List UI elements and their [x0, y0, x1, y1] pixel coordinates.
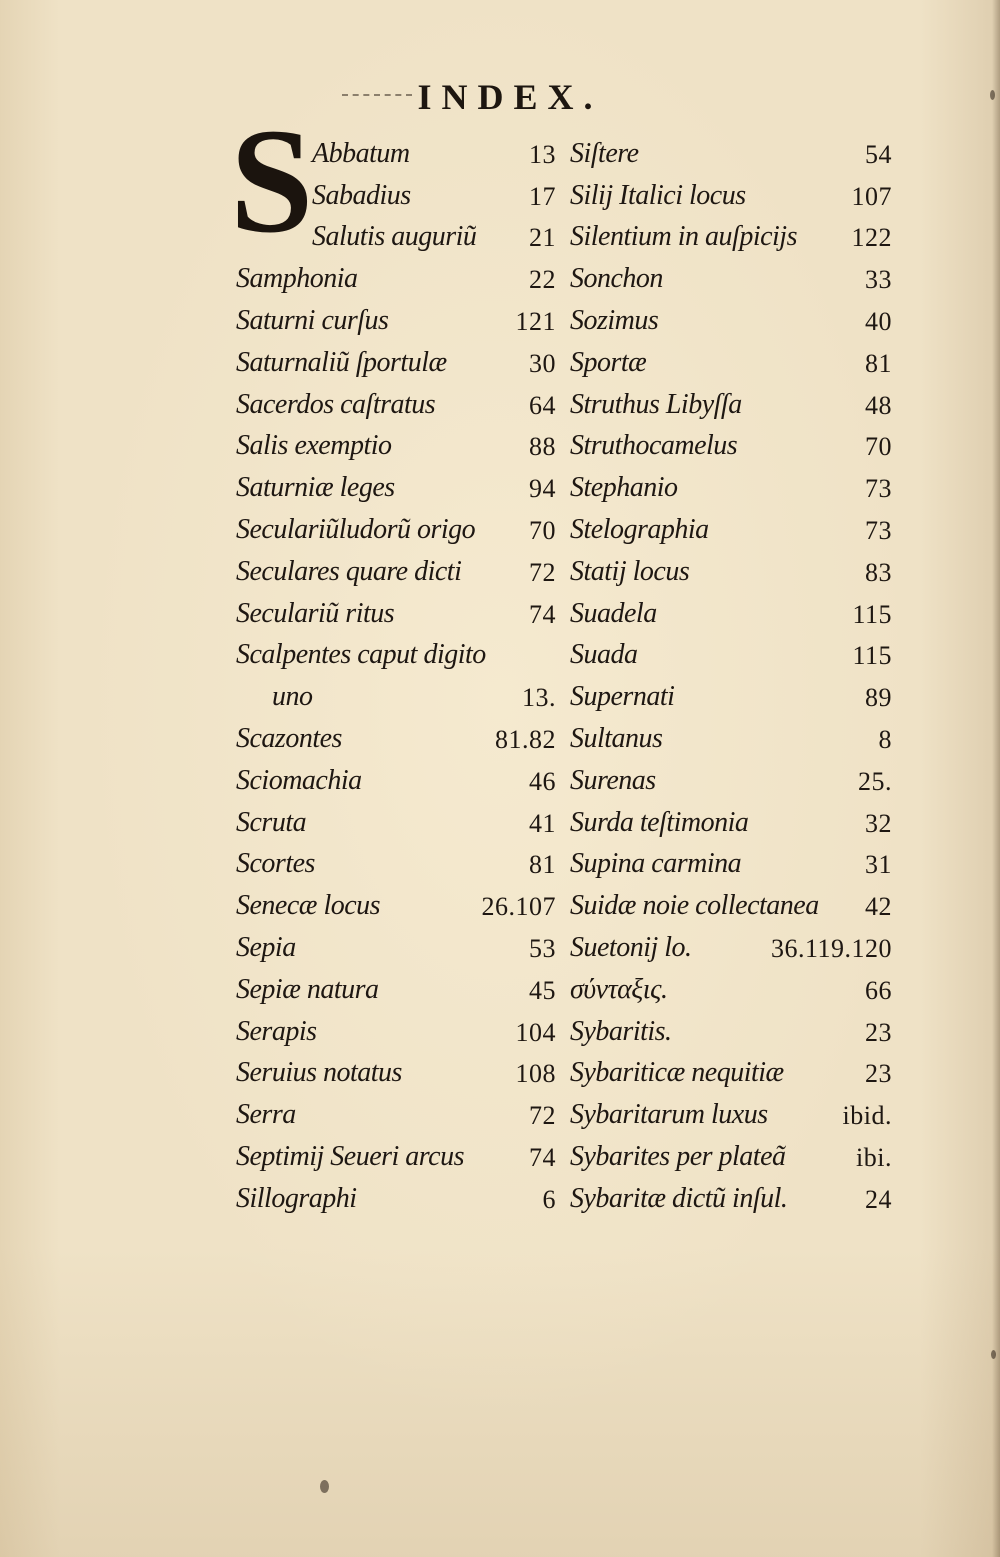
entry-term: Suadela	[570, 597, 657, 629]
entry-term: Serapis	[236, 1015, 317, 1047]
entry-page: 108	[515, 1059, 556, 1089]
entry-term: Stephanio	[570, 472, 678, 504]
entry-term: Serra	[236, 1099, 296, 1131]
entry-term: Sepiæ natura	[236, 973, 379, 1005]
entry-term: Saturnaliũ ſportulæ	[236, 346, 447, 378]
entry-term: Saturni curſus	[236, 304, 389, 336]
index-entry	[570, 421, 892, 463]
entry-term: Saturniæ leges	[236, 472, 395, 504]
entry-page: 53	[529, 933, 556, 963]
index-entry	[236, 1089, 556, 1131]
entry-term: Sybaritis.	[570, 1015, 672, 1047]
index-entry	[570, 839, 892, 881]
entry-page: 74	[529, 1142, 556, 1172]
index-entry	[570, 295, 892, 337]
entry-page: 42	[865, 892, 892, 922]
entry-page: 45	[529, 975, 556, 1005]
entry-term: Seculariũ ritus	[236, 597, 395, 629]
index-column-left	[236, 128, 556, 1215]
index-entry	[570, 630, 892, 672]
entry-term: Scruta	[236, 806, 307, 838]
entry-page: 21	[529, 223, 556, 253]
entry-page: 89	[865, 683, 892, 713]
header-ornament-dashes	[342, 94, 412, 96]
index-entry	[570, 379, 892, 421]
entry-term: Siſtere	[570, 137, 639, 169]
entry-page: ibi.	[856, 1142, 892, 1172]
index-entry	[236, 1131, 556, 1173]
entry-term: Silentium in auſpicijs	[570, 221, 797, 253]
entry-page: 122	[851, 223, 892, 253]
entry-term: Suidæ noie collectanea	[570, 890, 819, 922]
entry-page: 81	[865, 348, 892, 378]
entry-page: 46	[529, 766, 556, 796]
index-entry	[236, 880, 556, 922]
entry-page: 64	[529, 390, 556, 420]
index-entry	[236, 797, 556, 839]
index-entry	[236, 713, 556, 755]
entry-page: 73	[865, 515, 892, 545]
index-column-right	[570, 128, 892, 1215]
index-entry	[236, 671, 556, 713]
entry-page: 8	[878, 724, 892, 754]
index-entry	[570, 588, 892, 630]
index-entry	[236, 337, 556, 379]
entry-term: Suetonij lo.	[570, 931, 692, 963]
entry-page: 72	[529, 1101, 556, 1131]
index-entry	[236, 212, 556, 254]
page-title: INDEX.	[417, 77, 603, 117]
index-entry	[570, 1089, 892, 1131]
index-entry	[570, 1173, 892, 1215]
index-entry	[236, 128, 556, 170]
entry-page: 31	[865, 850, 892, 880]
drop-cap-initial: S	[230, 98, 314, 264]
entry-page: 40	[865, 306, 892, 336]
running-head	[330, 72, 690, 122]
index-entry	[570, 253, 892, 295]
entry-page: 66	[865, 975, 892, 1005]
index-entry	[570, 337, 892, 379]
entry-term: Salutis auguriũ	[312, 221, 477, 253]
entry-term: Samphonia	[236, 263, 358, 295]
entry-term: Suada	[570, 639, 638, 671]
entry-page: 115	[852, 641, 892, 671]
index-entry	[570, 1131, 892, 1173]
entry-term: σύνταξις.	[570, 973, 668, 1005]
entry-page: 73	[865, 474, 892, 504]
entry-page: 88	[529, 432, 556, 462]
index-entry	[236, 462, 556, 504]
entry-page: ibid.	[842, 1101, 892, 1131]
index-entry	[570, 1006, 892, 1048]
entry-term: Sybaritarum luxus	[570, 1099, 768, 1131]
entry-page: 81	[529, 850, 556, 880]
entry-page: 121	[515, 306, 556, 336]
entry-term: Sybarites per plateã	[570, 1140, 786, 1172]
index-entry	[236, 379, 556, 421]
index-entry	[236, 755, 556, 797]
index-entry	[236, 295, 556, 337]
entry-term: Scalpentes caput digito	[236, 639, 486, 671]
page-edge-shadow	[992, 0, 1000, 1557]
index-entry	[236, 421, 556, 463]
entry-term: Seruius notatus	[236, 1057, 402, 1089]
entry-page: 26.107	[481, 892, 556, 922]
index-entry	[570, 504, 892, 546]
index-entry	[570, 128, 892, 170]
index-entry	[570, 964, 892, 1006]
entry-term: Sabadius	[312, 179, 411, 211]
entry-term: Seculariũludorũ origo	[236, 513, 476, 545]
entry-term: Scazontes	[236, 722, 342, 754]
entry-page: 48	[865, 390, 892, 420]
entry-term: Sybariticæ nequitiæ	[570, 1057, 784, 1089]
index-entry	[236, 1173, 556, 1215]
entry-page: 17	[529, 181, 556, 211]
entry-page: 23	[865, 1017, 892, 1047]
index-entry	[236, 630, 556, 672]
entry-term: Sonchon	[570, 263, 663, 295]
entry-term: Sacerdos caſtratus	[236, 388, 436, 420]
ink-spot	[991, 1350, 996, 1359]
entry-term: Supernati	[570, 681, 675, 713]
entry-term: Surenas	[570, 764, 656, 796]
index-entry	[236, 546, 556, 588]
entry-page: 30	[529, 348, 556, 378]
index-entry	[236, 839, 556, 881]
index-entry	[236, 1048, 556, 1090]
index-entry	[570, 755, 892, 797]
entry-page: 115	[852, 599, 892, 629]
entry-page: 72	[529, 557, 556, 587]
entry-page: 83	[865, 557, 892, 587]
entry-term: Supina carmina	[570, 848, 742, 880]
entry-term: Sciomachia	[236, 764, 362, 796]
index-entry	[570, 713, 892, 755]
index-entry	[570, 170, 892, 212]
index-entry	[570, 212, 892, 254]
entry-page: 107	[851, 181, 892, 211]
entry-page: 54	[865, 139, 892, 169]
entry-term: Surda teſtimonia	[570, 806, 749, 838]
entry-page: 81.82	[495, 724, 556, 754]
ink-spot	[320, 1480, 329, 1493]
index-entry	[236, 588, 556, 630]
entry-page: 41	[529, 808, 556, 838]
entry-page: 70	[865, 432, 892, 462]
entry-page: 70	[529, 515, 556, 545]
entry-term: Silij Italici locus	[570, 179, 746, 211]
index-entry	[570, 922, 892, 964]
entry-term: Scortes	[236, 848, 315, 880]
entry-term: Sybaritæ dictũ inſul.	[570, 1182, 788, 1214]
entry-term: Sepia	[236, 931, 296, 963]
entry-term: Sillographi	[236, 1182, 357, 1214]
entry-page: 32	[865, 808, 892, 838]
entry-page: 94	[529, 474, 556, 504]
entry-term: Statij locus	[570, 555, 690, 587]
index-entry	[570, 797, 892, 839]
entry-term: Struthocamelus	[570, 430, 738, 462]
index-entry	[570, 1048, 892, 1090]
index-entry	[570, 462, 892, 504]
entry-term: Salis exemptio	[236, 430, 392, 462]
ink-spot	[990, 90, 995, 100]
entry-term: Stelographia	[570, 513, 709, 545]
index-entry	[236, 253, 556, 295]
index-entry	[236, 170, 556, 212]
index-entry	[236, 964, 556, 1006]
entry-term: Senecæ locus	[236, 890, 381, 922]
entry-page: 22	[529, 265, 556, 295]
entry-term: Septimij Seueri arcus	[236, 1140, 464, 1172]
index-entry	[236, 504, 556, 546]
entry-page: 33	[865, 265, 892, 295]
entry-term: Sultanus	[570, 722, 663, 754]
entry-term: Seculares quare dicti	[236, 555, 462, 587]
index-entry	[570, 671, 892, 713]
entry-page: 24	[865, 1184, 892, 1214]
entry-page: 13	[529, 139, 556, 169]
entry-page: 74	[529, 599, 556, 629]
entry-term: Struthus Libyſſa	[570, 388, 742, 420]
entry-page: 104	[515, 1017, 556, 1047]
entry-page: 23	[865, 1059, 892, 1089]
entry-term: Sportæ	[570, 346, 647, 378]
entry-page: 25.	[858, 766, 892, 796]
entry-page: 6	[542, 1184, 556, 1214]
entry-page: 36.119.120	[770, 933, 892, 963]
index-entry	[570, 546, 892, 588]
entry-page: 13.	[522, 683, 556, 713]
index-entry	[236, 922, 556, 964]
entry-term: uno	[272, 681, 313, 713]
index-entry	[570, 880, 892, 922]
entry-term: Abbatum	[312, 137, 410, 169]
entry-term: Sozimus	[570, 304, 659, 336]
index-entry	[236, 1006, 556, 1048]
